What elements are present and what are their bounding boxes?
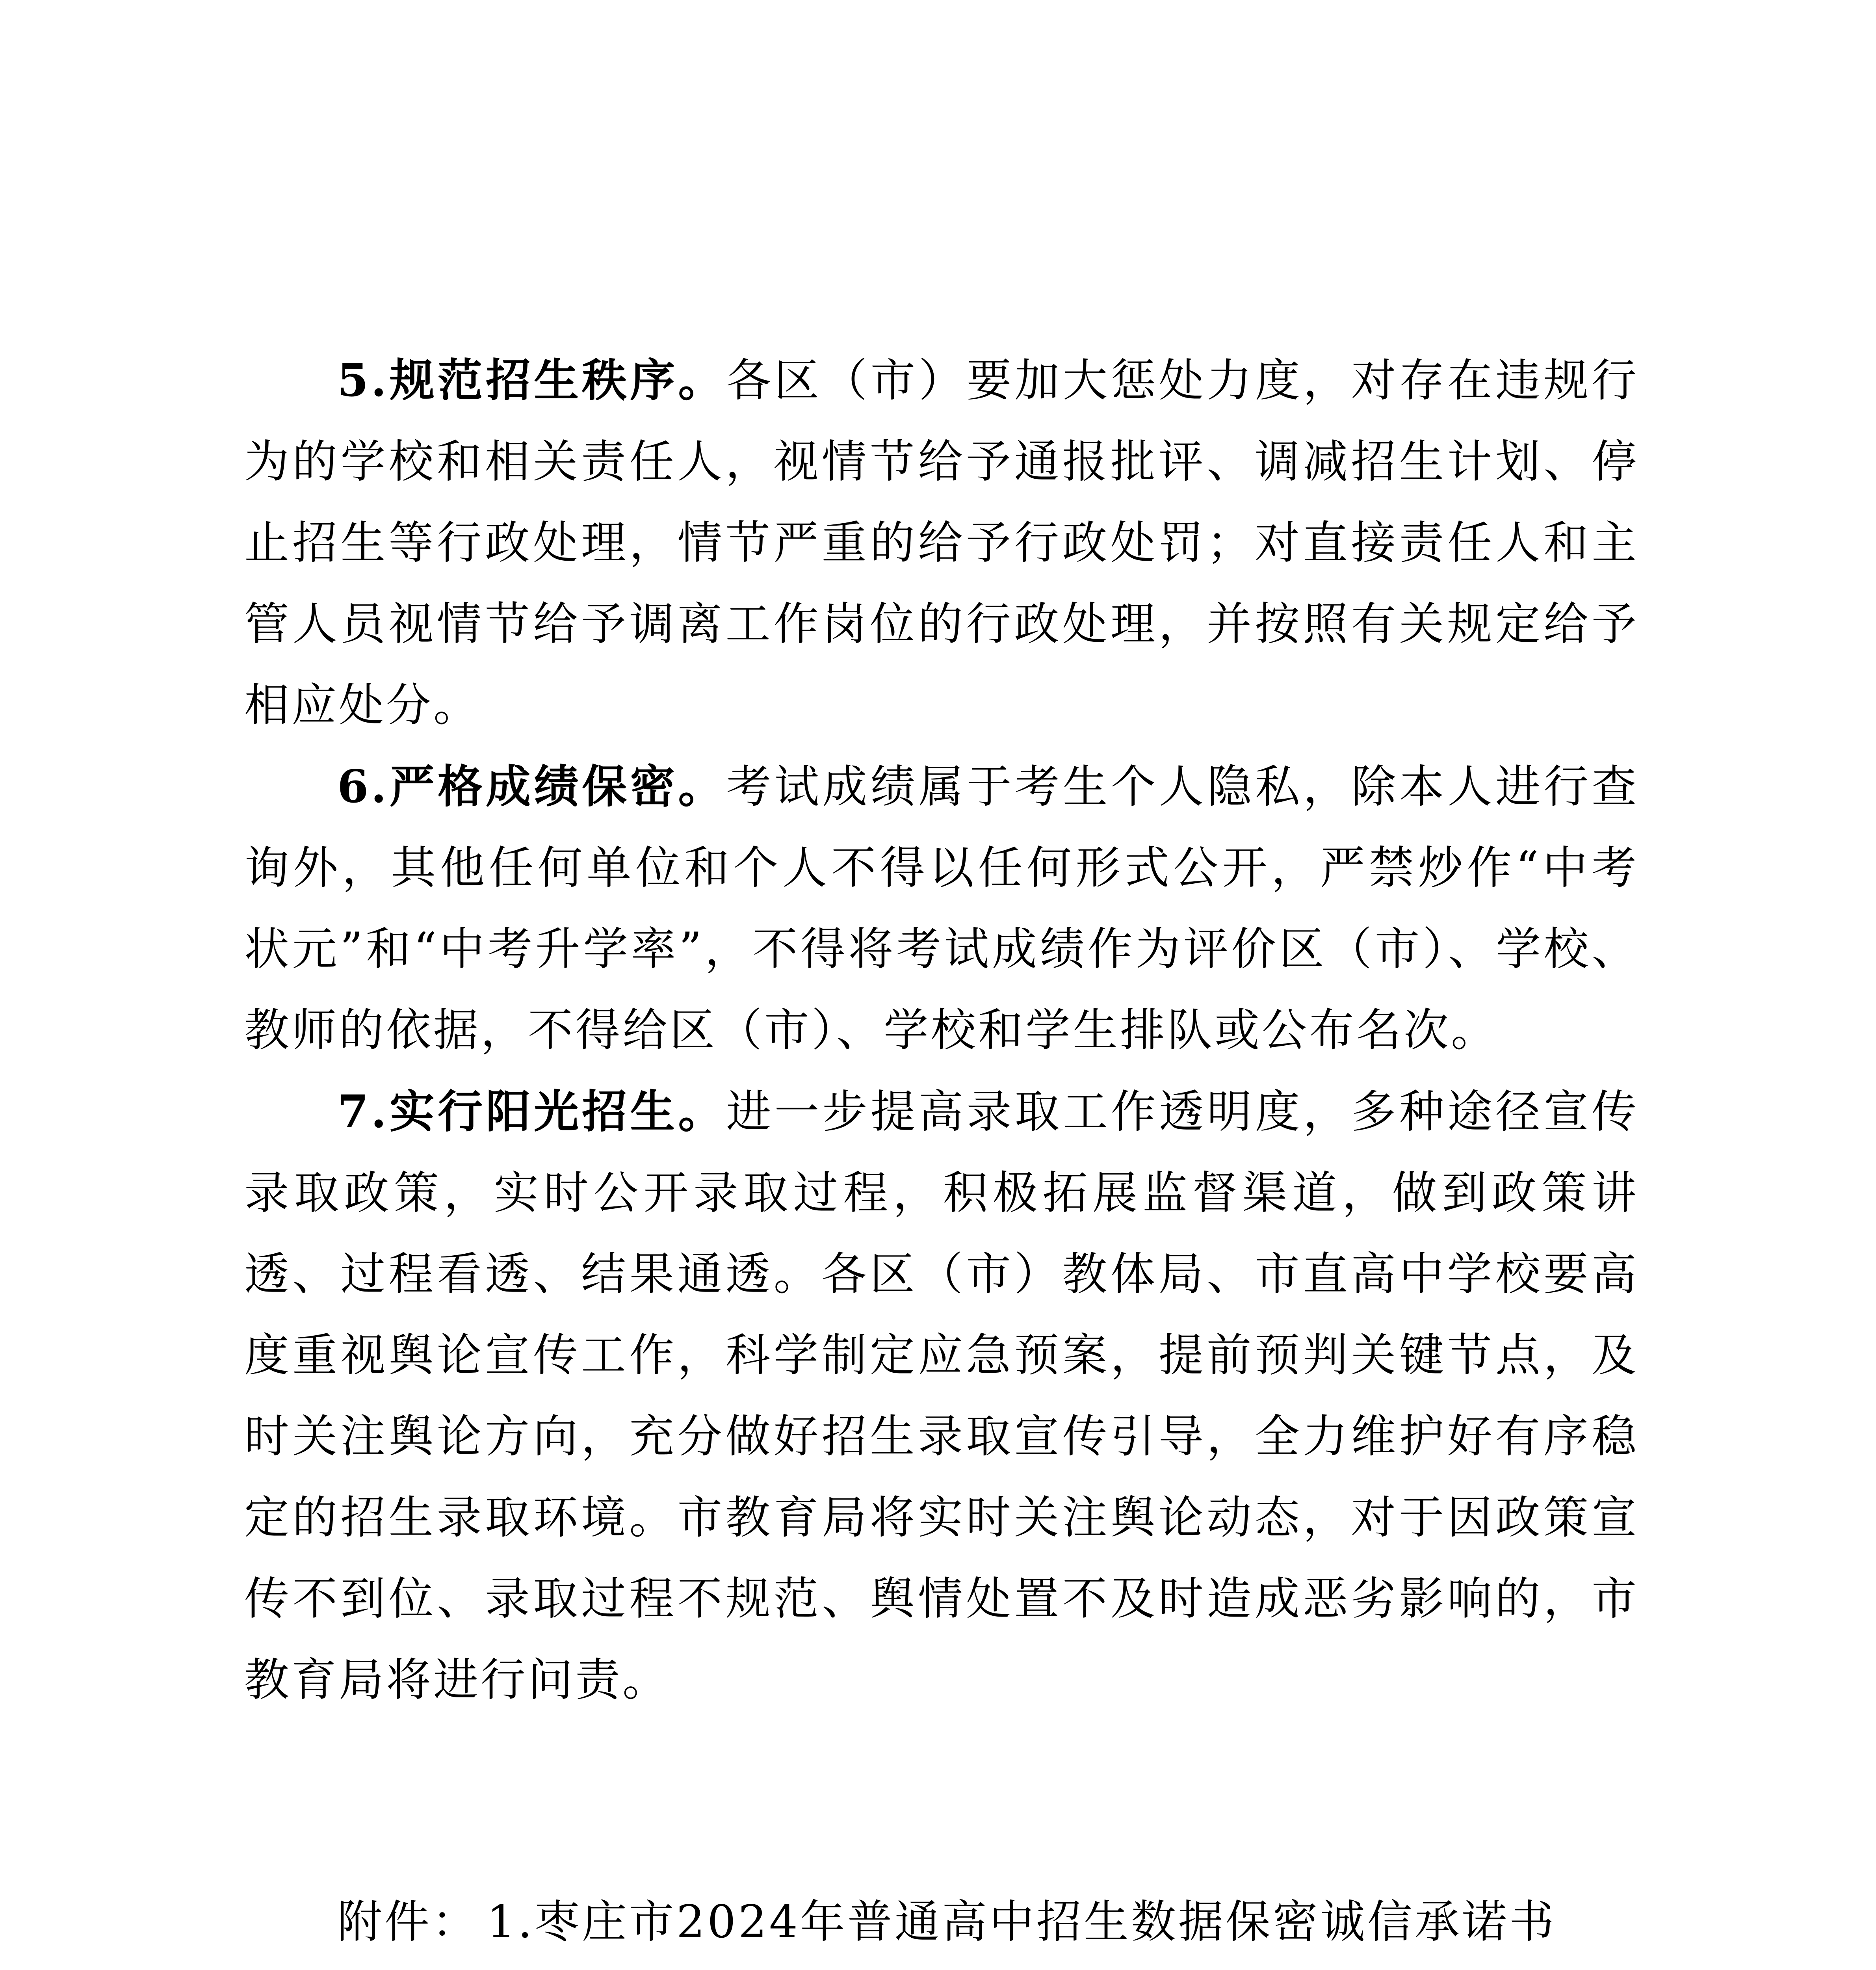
paragraph-7-text: 进一步提高录取工作透明度，多种途径宣传录取政策，实时公开录取过程，积极拓展监督渠道，做到政策讲透、过程看透、结果通透。各区（市）教体局、市直高中学校要高度重视舆论宣传工作，科学制定应急预案，提前预判关键节点，及时关注舆论方向，充分做好招生录取宣传引导，全力维护好有序稳定的招生录取环境。市教育局将实时关注舆论动态，对于因政策宣传不到位、录取过程不规范、舆情处置不及时造成恶劣影响的，市教育局将进行问责。: [244, 1085, 1639, 1706]
attachment-row: [337, 1963, 1677, 1970]
paragraph-5: [244, 340, 1639, 746]
paragraph-6: [244, 746, 1639, 1071]
attachments-label: 附件：: [337, 1896, 479, 1948]
document-body: [244, 340, 1639, 1721]
paragraph-7-title: 7.实行阳光招生。: [337, 1085, 726, 1138]
paragraph-6-text: 考试成绩属于考生个人隐私，除本人进行查询外，其他任何单位和个人不得以任何形式公开，严禁炒作“中考状元”和“中考升学率”，不得将考试成绩作为评价区（市）、学校、教师的依据，不得给区（市）、学校和学生排队或公布名次。: [244, 760, 1639, 1056]
paragraph-7: [244, 1071, 1639, 1721]
attachment-row: [337, 1881, 1677, 1963]
attachment-item-2: [487, 1963, 1677, 1970]
paragraph-6-title: 6.严格成绩保密。: [337, 760, 726, 813]
attachments-list: [337, 1881, 1677, 1970]
paragraph-5-title: 5.规范招生秩序。: [337, 354, 726, 407]
paragraph-5-text: 各区（市）要加大惩处力度，对存在违规行为的学校和相关责任人，视情节给予通报批评、调减招生计划、停止招生等行政处理，情节严重的给予行政处罚；对直接责任人和主管人员视情节给予调离工作岗位的行政处理，并按照有关规定给予相应处分。: [244, 354, 1639, 731]
attachment-item-1: 1.枣庄市2024年普通高中招生数据保密诚信承诺书: [487, 1896, 1557, 1948]
